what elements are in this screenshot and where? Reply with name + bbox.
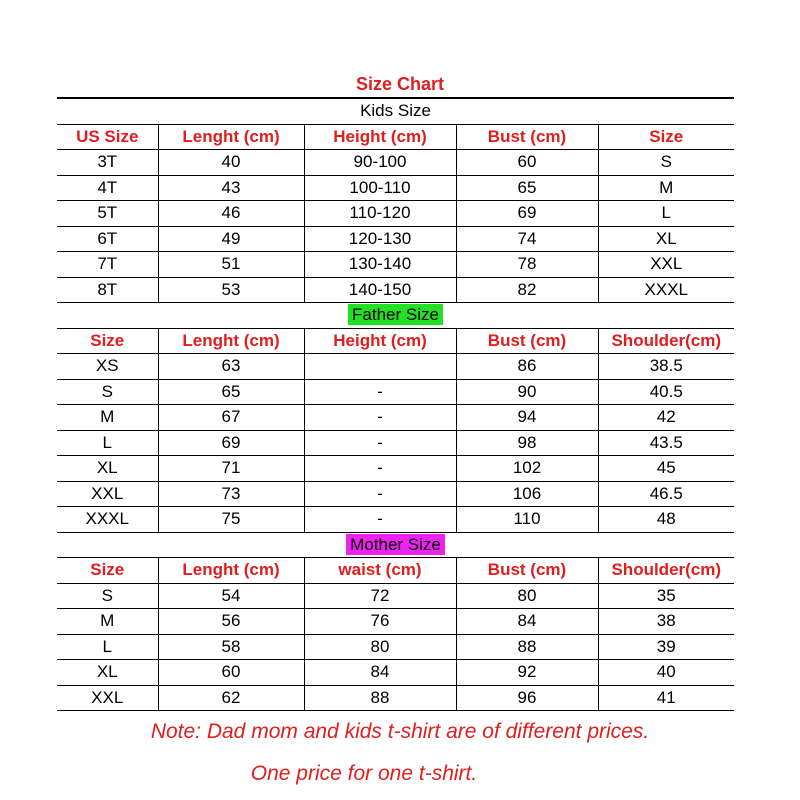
size-chart-body xyxy=(57,98,734,711)
father-cell: 69 xyxy=(158,430,304,456)
father-section-title-cell xyxy=(57,303,734,329)
kids-column-header: Bust (cm) xyxy=(456,124,598,150)
father-table-row xyxy=(57,379,734,405)
kids-cell: 46 xyxy=(158,201,304,227)
father-header-row xyxy=(57,328,734,354)
mother-cell: 88 xyxy=(304,685,456,711)
father-cell: 86 xyxy=(456,354,598,380)
kids-column-header: Height (cm) xyxy=(304,124,456,150)
mother-header-row xyxy=(57,558,734,584)
father-cell: L xyxy=(57,430,158,456)
mother-column-header: Bust (cm) xyxy=(456,558,598,584)
mother-table-row xyxy=(57,583,734,609)
father-cell: M xyxy=(57,405,158,431)
mother-cell: 35 xyxy=(598,583,734,609)
mother-column-header: Shoulder(cm) xyxy=(598,558,734,584)
kids-cell: 6T xyxy=(57,226,158,252)
father-section-title: Father Size xyxy=(348,304,443,325)
father-cell: 46.5 xyxy=(598,481,734,507)
mother-cell: 58 xyxy=(158,634,304,660)
mother-cell: 56 xyxy=(158,609,304,635)
kids-cell: 5T xyxy=(57,201,158,227)
kids-cell: XXXL xyxy=(598,277,734,303)
kids-cell: 100-110 xyxy=(304,175,456,201)
kids-cell: 7T xyxy=(57,252,158,278)
father-cell: 94 xyxy=(456,405,598,431)
mother-cell: 38 xyxy=(598,609,734,635)
mother-cell: 72 xyxy=(304,583,456,609)
father-cell: 102 xyxy=(456,456,598,482)
mother-cell: 62 xyxy=(158,685,304,711)
mother-column-header: Lenght (cm) xyxy=(158,558,304,584)
mother-cell: S xyxy=(57,583,158,609)
father-table-row xyxy=(57,507,734,533)
mother-table-row xyxy=(57,634,734,660)
kids-cell: 140-150 xyxy=(304,277,456,303)
mother-cell: XXL xyxy=(57,685,158,711)
kids-table-row xyxy=(57,201,734,227)
mother-section-title-cell xyxy=(57,532,734,558)
kids-table-row xyxy=(57,175,734,201)
father-cell: 38.5 xyxy=(598,354,734,380)
size-chart-table xyxy=(57,97,734,711)
mother-cell: L xyxy=(57,634,158,660)
kids-cell: S xyxy=(598,150,734,176)
mother-cell: 41 xyxy=(598,685,734,711)
kids-cell: 110-120 xyxy=(304,201,456,227)
mother-cell: 76 xyxy=(304,609,456,635)
mother-table-row xyxy=(57,685,734,711)
father-cell: 42 xyxy=(598,405,734,431)
kids-cell: 4T xyxy=(57,175,158,201)
kids-cell: XL xyxy=(598,226,734,252)
mother-cell: 39 xyxy=(598,634,734,660)
father-cell: 71 xyxy=(158,456,304,482)
mother-column-header: Size xyxy=(57,558,158,584)
mother-section-row xyxy=(57,532,734,558)
father-cell: S xyxy=(57,379,158,405)
mother-cell: M xyxy=(57,609,158,635)
price-note: Note: Dad mom and kids t-shirt are of different prices. xyxy=(150,720,650,743)
father-column-header: Height (cm) xyxy=(304,328,456,354)
kids-cell: 3T xyxy=(57,150,158,176)
kids-cell: 65 xyxy=(456,175,598,201)
kids-cell: 40 xyxy=(158,150,304,176)
father-cell: 67 xyxy=(158,405,304,431)
price-note-2: One price for one t-shirt. xyxy=(250,762,478,785)
mother-cell: 84 xyxy=(304,660,456,686)
kids-section-row xyxy=(57,98,734,124)
father-cell: 40.5 xyxy=(598,379,734,405)
father-cell: 75 xyxy=(158,507,304,533)
mother-table-row xyxy=(57,660,734,686)
kids-table-row xyxy=(57,226,734,252)
mother-cell: 96 xyxy=(456,685,598,711)
father-column-header: Shoulder(cm) xyxy=(598,328,734,354)
father-cell: 98 xyxy=(456,430,598,456)
kids-cell: 78 xyxy=(456,252,598,278)
kids-cell: 120-130 xyxy=(304,226,456,252)
kids-table-row xyxy=(57,150,734,176)
father-cell: 73 xyxy=(158,481,304,507)
father-table-row xyxy=(57,481,734,507)
father-cell: XS xyxy=(57,354,158,380)
mother-cell: 84 xyxy=(456,609,598,635)
mother-cell: 92 xyxy=(456,660,598,686)
father-cell: 65 xyxy=(158,379,304,405)
kids-cell: 130-140 xyxy=(304,252,456,278)
father-cell: 63 xyxy=(158,354,304,380)
kids-table-row xyxy=(57,277,734,303)
father-cell: 110 xyxy=(456,507,598,533)
kids-cell: 74 xyxy=(456,226,598,252)
mother-cell: 80 xyxy=(456,583,598,609)
mother-cell: 80 xyxy=(304,634,456,660)
father-table-row xyxy=(57,430,734,456)
mother-cell: 40 xyxy=(598,660,734,686)
kids-column-header: US Size xyxy=(57,124,158,150)
kids-column-header: Lenght (cm) xyxy=(158,124,304,150)
father-cell: 43.5 xyxy=(598,430,734,456)
kids-cell: 43 xyxy=(158,175,304,201)
father-table-row xyxy=(57,405,734,431)
father-cell: XXL xyxy=(57,481,158,507)
father-column-header: Size xyxy=(57,328,158,354)
father-cell: XL xyxy=(57,456,158,482)
mother-cell: 60 xyxy=(158,660,304,686)
kids-column-header: Size xyxy=(598,124,734,150)
father-cell xyxy=(304,354,456,380)
father-cell: 90 xyxy=(456,379,598,405)
chart-title: Size Chart xyxy=(355,74,445,94)
father-cell: XXXL xyxy=(57,507,158,533)
father-cell: - xyxy=(304,507,456,533)
father-cell: - xyxy=(304,379,456,405)
kids-section-title: Kids Size xyxy=(57,98,734,124)
kids-cell: 82 xyxy=(456,277,598,303)
kids-cell: XXL xyxy=(598,252,734,278)
mother-table-row xyxy=(57,609,734,635)
kids-cell: 60 xyxy=(456,150,598,176)
father-cell: 106 xyxy=(456,481,598,507)
father-section-row xyxy=(57,303,734,329)
mother-section-title: Mother Size xyxy=(346,534,445,555)
kids-cell: 53 xyxy=(158,277,304,303)
mother-column-header: waist (cm) xyxy=(304,558,456,584)
kids-cell: 49 xyxy=(158,226,304,252)
father-cell: - xyxy=(304,481,456,507)
father-table-row xyxy=(57,354,734,380)
father-cell: - xyxy=(304,430,456,456)
father-column-header: Lenght (cm) xyxy=(158,328,304,354)
father-cell: 48 xyxy=(598,507,734,533)
kids-cell: L xyxy=(598,201,734,227)
father-cell: - xyxy=(304,405,456,431)
father-cell: - xyxy=(304,456,456,482)
father-cell: 45 xyxy=(598,456,734,482)
father-column-header: Bust (cm) xyxy=(456,328,598,354)
father-table-row xyxy=(57,456,734,482)
kids-cell: 51 xyxy=(158,252,304,278)
kids-cell: 8T xyxy=(57,277,158,303)
kids-table-row xyxy=(57,252,734,278)
kids-cell: 90-100 xyxy=(304,150,456,176)
mother-cell: 54 xyxy=(158,583,304,609)
mother-cell: 88 xyxy=(456,634,598,660)
kids-cell: 69 xyxy=(456,201,598,227)
kids-cell: M xyxy=(598,175,734,201)
kids-header-row xyxy=(57,124,734,150)
mother-cell: XL xyxy=(57,660,158,686)
